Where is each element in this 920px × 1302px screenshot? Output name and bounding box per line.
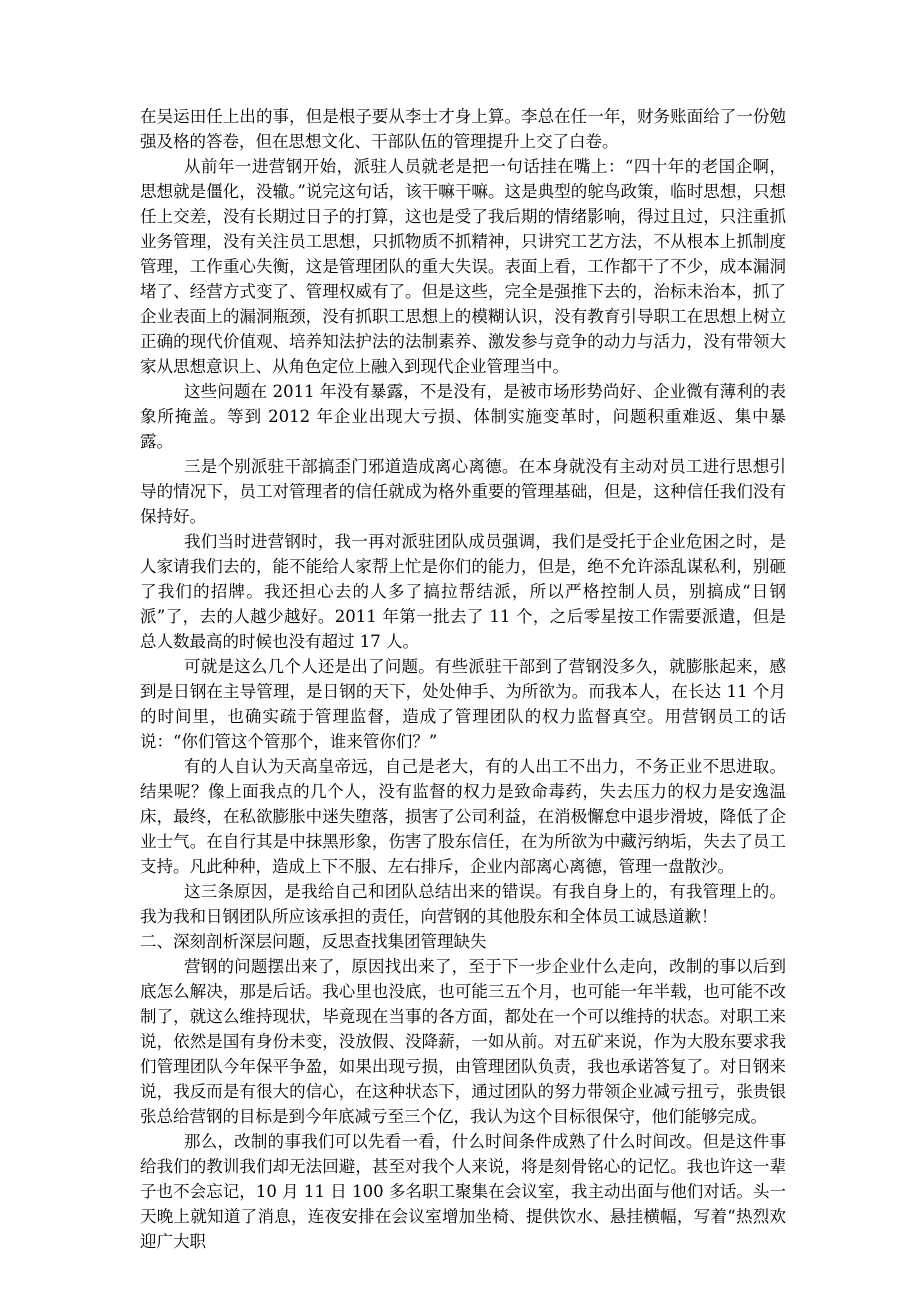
paragraph-2: 从前年一进营钢开始，派驻人员就老是把一句话挂在嘴上：“四十年的老国企啊，思想就是僵化，没辙。”说完这句话，该干嘛干嘛。这是典型的鸵鸟政策，临时思想，只想任上交差，没有长期过日子的打算，这也是受了我后期的情绪影响，得过且过，只注重抓业务管理，没有关注员工思想，只抓物质不抓精神，只讲究工艺方法，不从根本上抓制度管理，工作重心失衡，这是管理团队的重大失误。表面上看，工作都干了不少，成本漏洞堵了、经营方式变了、管理权威有了。但是这些，完全是强推下去的，治标未治本，抓了企业表面上的漏洞瓶颈，没有抓职工思想上的模糊认识，没有教育引导职工在思想上树立正确的现代价值观、培养知法护法的法制素养、激发参与竞争的动力与活力，没有带领大家从思想意识上、从角色定位上融入到现代企业管理当中。 <box>140 157 786 376</box>
paragraph-7: 有的人自认为天高皇帝远，自己是老大，有的人出工不出力，不务正业不思进取。结果呢？像上面我点的几个人，没有监督的权力是致命毒药，失去压力的权力是安逸温床，最终，在私欲膨胀中迷失堕落，损害了公司利益，在消极懈怠中退步滑坡，降低了企业士气。在自行其是中抹黑形象，伤害了股东信任，在为所欲为中藏污纳垢，失去了员工支持。凡此种种，造成上下不服、左右排斥，企业内部离心离德，管理一盘散沙。 <box>140 757 786 876</box>
paragraph-10: 那么，改制的事我们可以先看一看，什么时间条件成熟了什么时间改。但是这件事给我们的教训我们却无法回避，甚至对我个人来说，将是刻骨铭心的记忆。我也许这一辈子也不会忘记，10 月 11 日 100 多名职工聚集在会议室，我主动出面与他们对话。头一天晚上就知道了消息，连夜安排在会议室增加坐椅、提供饮水、悬挂横幅，写着“热烈欢迎广大职 <box>140 1132 786 1251</box>
paragraph-5: 我们当时进营钢时，我一再对派驻团队成员强调，我们是受托于企业危困之时，是人家请我们去的，能不能给人家帮上忙是你们的能力，但是，绝不允许添乱谋私利，别砸了我们的招牌。我还担心去的人多了搞拉帮结派，所以严格控制人员，别搞成“日钢派”了，去的人越少越好。2011 年第一批去了 11 个，之后零星按工作需要派遣，但是总人数最高的时候也没有超过 17 人。 <box>140 532 786 651</box>
paragraph-8: 这三条原因，是我给自己和团队总结出来的错误。有我自身上的，有我管理上的。我为我和日钢团队所应该承担的责任，向营钢的其他股东和全体员工诚恳道歉！ <box>140 882 786 926</box>
paragraph-6: 可就是这么几个人还是出了问题。有些派驻干部到了营钢没多久，就膨胀起来，感到是日钢在主导管理，是日钢的天下，处处伸手、为所欲为。而我本人，在长达 11 个月的时间里，也确实疏于管理监督，造成了管理团队的权力监督真空。用营钢员工的话说：“你们管这个管那个，谁来管你们？” <box>140 657 786 751</box>
section-heading: 二、深刻剖析深层问题，反思查找集团管理缺失 <box>140 932 487 951</box>
paragraph-1: 在吴运田任上出的事，但是根子要从李士才身上算。李总在任一年，财务账面给了一份勉强及格的答卷，但在思想文化、干部队伍的管理提升上交了白卷。 <box>140 107 786 151</box>
paragraph-3: 这些问题在 2011 年没有暴露，不是没有，是被市场形势尚好、企业微有薄利的表象所掩盖。等到 2012 年企业出现大亏损、体制实施变革时，问题积重难返、集中暴露。 <box>140 382 786 451</box>
paragraph-4: 三是个别派驻干部搞歪门邪道造成离心离德。在本身就没有主动对员工进行思想引导的情况下，员工对管理者的信任就成为格外重要的管理基础，但是，这种信任我们没有保持好。 <box>140 457 786 526</box>
paragraph-9: 营钢的问题摆出来了，原因找出来了，至于下一步企业什么走向，改制的事以后到底怎么解决，那是后话。我心里也没底，也可能三五个月，也可能一年半载，也可能不改制了，就这么维持现状，毕竟现在当事的各方面，都处在一个可以维持的状态。对职工来说，依然是国有身份未变，没放假、没降薪，一如从前。对五矿来说，作为大股东要求我们管理团队今年保平争盈，如果出现亏损，由管理团队负责，我也承诺答复了。对日钢来说，我反而是有很大的信心，在这种状态下，通过团队的努力带领企业减亏扭亏，张贵银张总给营钢的目标是到今年底减亏至三个亿，我认为这个目标很保守，他们能够完成。 <box>140 957 786 1126</box>
